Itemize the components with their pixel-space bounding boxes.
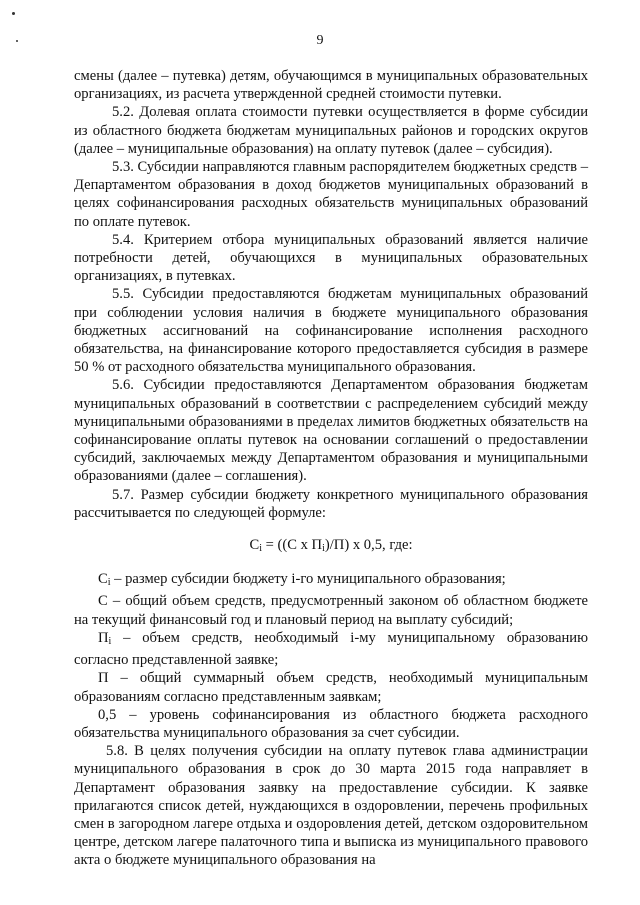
paragraph-5-3: 5.3. Субсидии направляются главным распорядителем бюджетных средств – Департаментом образования в доход бюджетов муниципальных образований в целях софинансирования расходных обязательств муниципальных образований по оплате путевок. bbox=[74, 159, 588, 230]
paragraph-5-8: 5.8. В целях получения субсидии на оплату путевок глава администрации муниципального образования в срок до 30 марта 2015 года направляет в Департамент образования заявку на предоставление субсидии. К заявке прилагаются список детей, нуждающихся в оздоровлении, перечень профильных смен в загородном лагере отдыха и оздоровления детей, детском оздоровительном центре, детском лагере палаточного типа и выписка из муниципального правового акта о бюджете муниципального образования на bbox=[74, 743, 588, 869]
formula-expression-start: = ((C x П bbox=[261, 537, 323, 554]
definition-coefficient: 0,5 – уровень софинансирования из областного бюджета расходного обязательства муниципального образования за счет субсидии. bbox=[74, 706, 588, 741]
paragraph-5-6: 5.6. Субсидии предоставляются Департаментом образования бюджетам муниципальных образований в соответствии с распределением субсидий между муниципальными образованиями в пределах лимитов бюджетных обязательств на софинансирование оплаты путевок на основании соглашений о предоставлении субсидий, заключаемых между Департаментом образования и муниципальными образованиями (далее – соглашения). bbox=[74, 377, 588, 485]
definition-pi bbox=[74, 629, 588, 669]
definition-pi-subscript: i bbox=[108, 635, 112, 647]
paragraph-5-7: 5.7. Размер субсидии бюджету конкретного муниципального образования рассчитывается по следующей формуле: bbox=[74, 486, 588, 521]
formula-expression-end: )/П) x 0,5, где: bbox=[324, 537, 413, 554]
paragraph-5-5: 5.5. Субсидии предоставляются бюджетам муниципальных образований при соблюдении условия наличия в бюджете муниципального образования бюджетных ассигнований на софинансирование исполнения расходного обязательства, на финансирование которого предоставляется субсидия в размере 50 % от расходного обязательства муниципального образования. bbox=[74, 286, 588, 376]
paragraph-continuation: смены (далее – путевка) детям, обучающимся в муниципальных образовательных организациях, из расчета утвержденной средней стоимости путевки. bbox=[74, 68, 588, 103]
subsidy-formula bbox=[74, 536, 588, 558]
definition-ci-subscript: i bbox=[107, 577, 111, 589]
definition-pi-symbol: П bbox=[98, 629, 109, 646]
definition-c: С – общий объем средств, предусмотренный законом об областном бюджете на текущий финансовый год и плановый период на выплату субсидий; bbox=[74, 593, 588, 628]
page-number: 9 bbox=[316, 33, 324, 48]
formula-lhs-subscript: i bbox=[259, 543, 262, 555]
paragraph-5-4: 5.4. Критерием отбора муниципальных образований является наличие потребности детей, обучающихся в муниципальных образовательных организациях, в путевках. bbox=[74, 231, 588, 285]
definition-ci-text: – размер субсидии бюджету i-го муниципального образования; bbox=[110, 571, 506, 588]
paragraph-5-2: 5.2. Долевая оплата стоимости путевки осуществляется в форме субсидии из областного бюджета бюджетам муниципальных районов и городских округов (далее – муниципальные образования) на оплату путевок (далее – субсидия). bbox=[74, 104, 588, 157]
scan-speck bbox=[12, 12, 15, 15]
definition-pi-text: – объем средств, необходимый i-му муниципальному образованию согласно представленной заявке; bbox=[74, 629, 588, 669]
definition-ci-symbol: C bbox=[98, 571, 108, 588]
definition-ci bbox=[74, 570, 588, 592]
definition-p: П – общий суммарный объем средств, необходимый муниципальным образованиям согласно представленным заявкам; bbox=[74, 670, 588, 705]
document-body bbox=[74, 67, 588, 870]
formula-lhs: C bbox=[249, 537, 260, 554]
formula-mid-subscript: i bbox=[322, 543, 325, 555]
